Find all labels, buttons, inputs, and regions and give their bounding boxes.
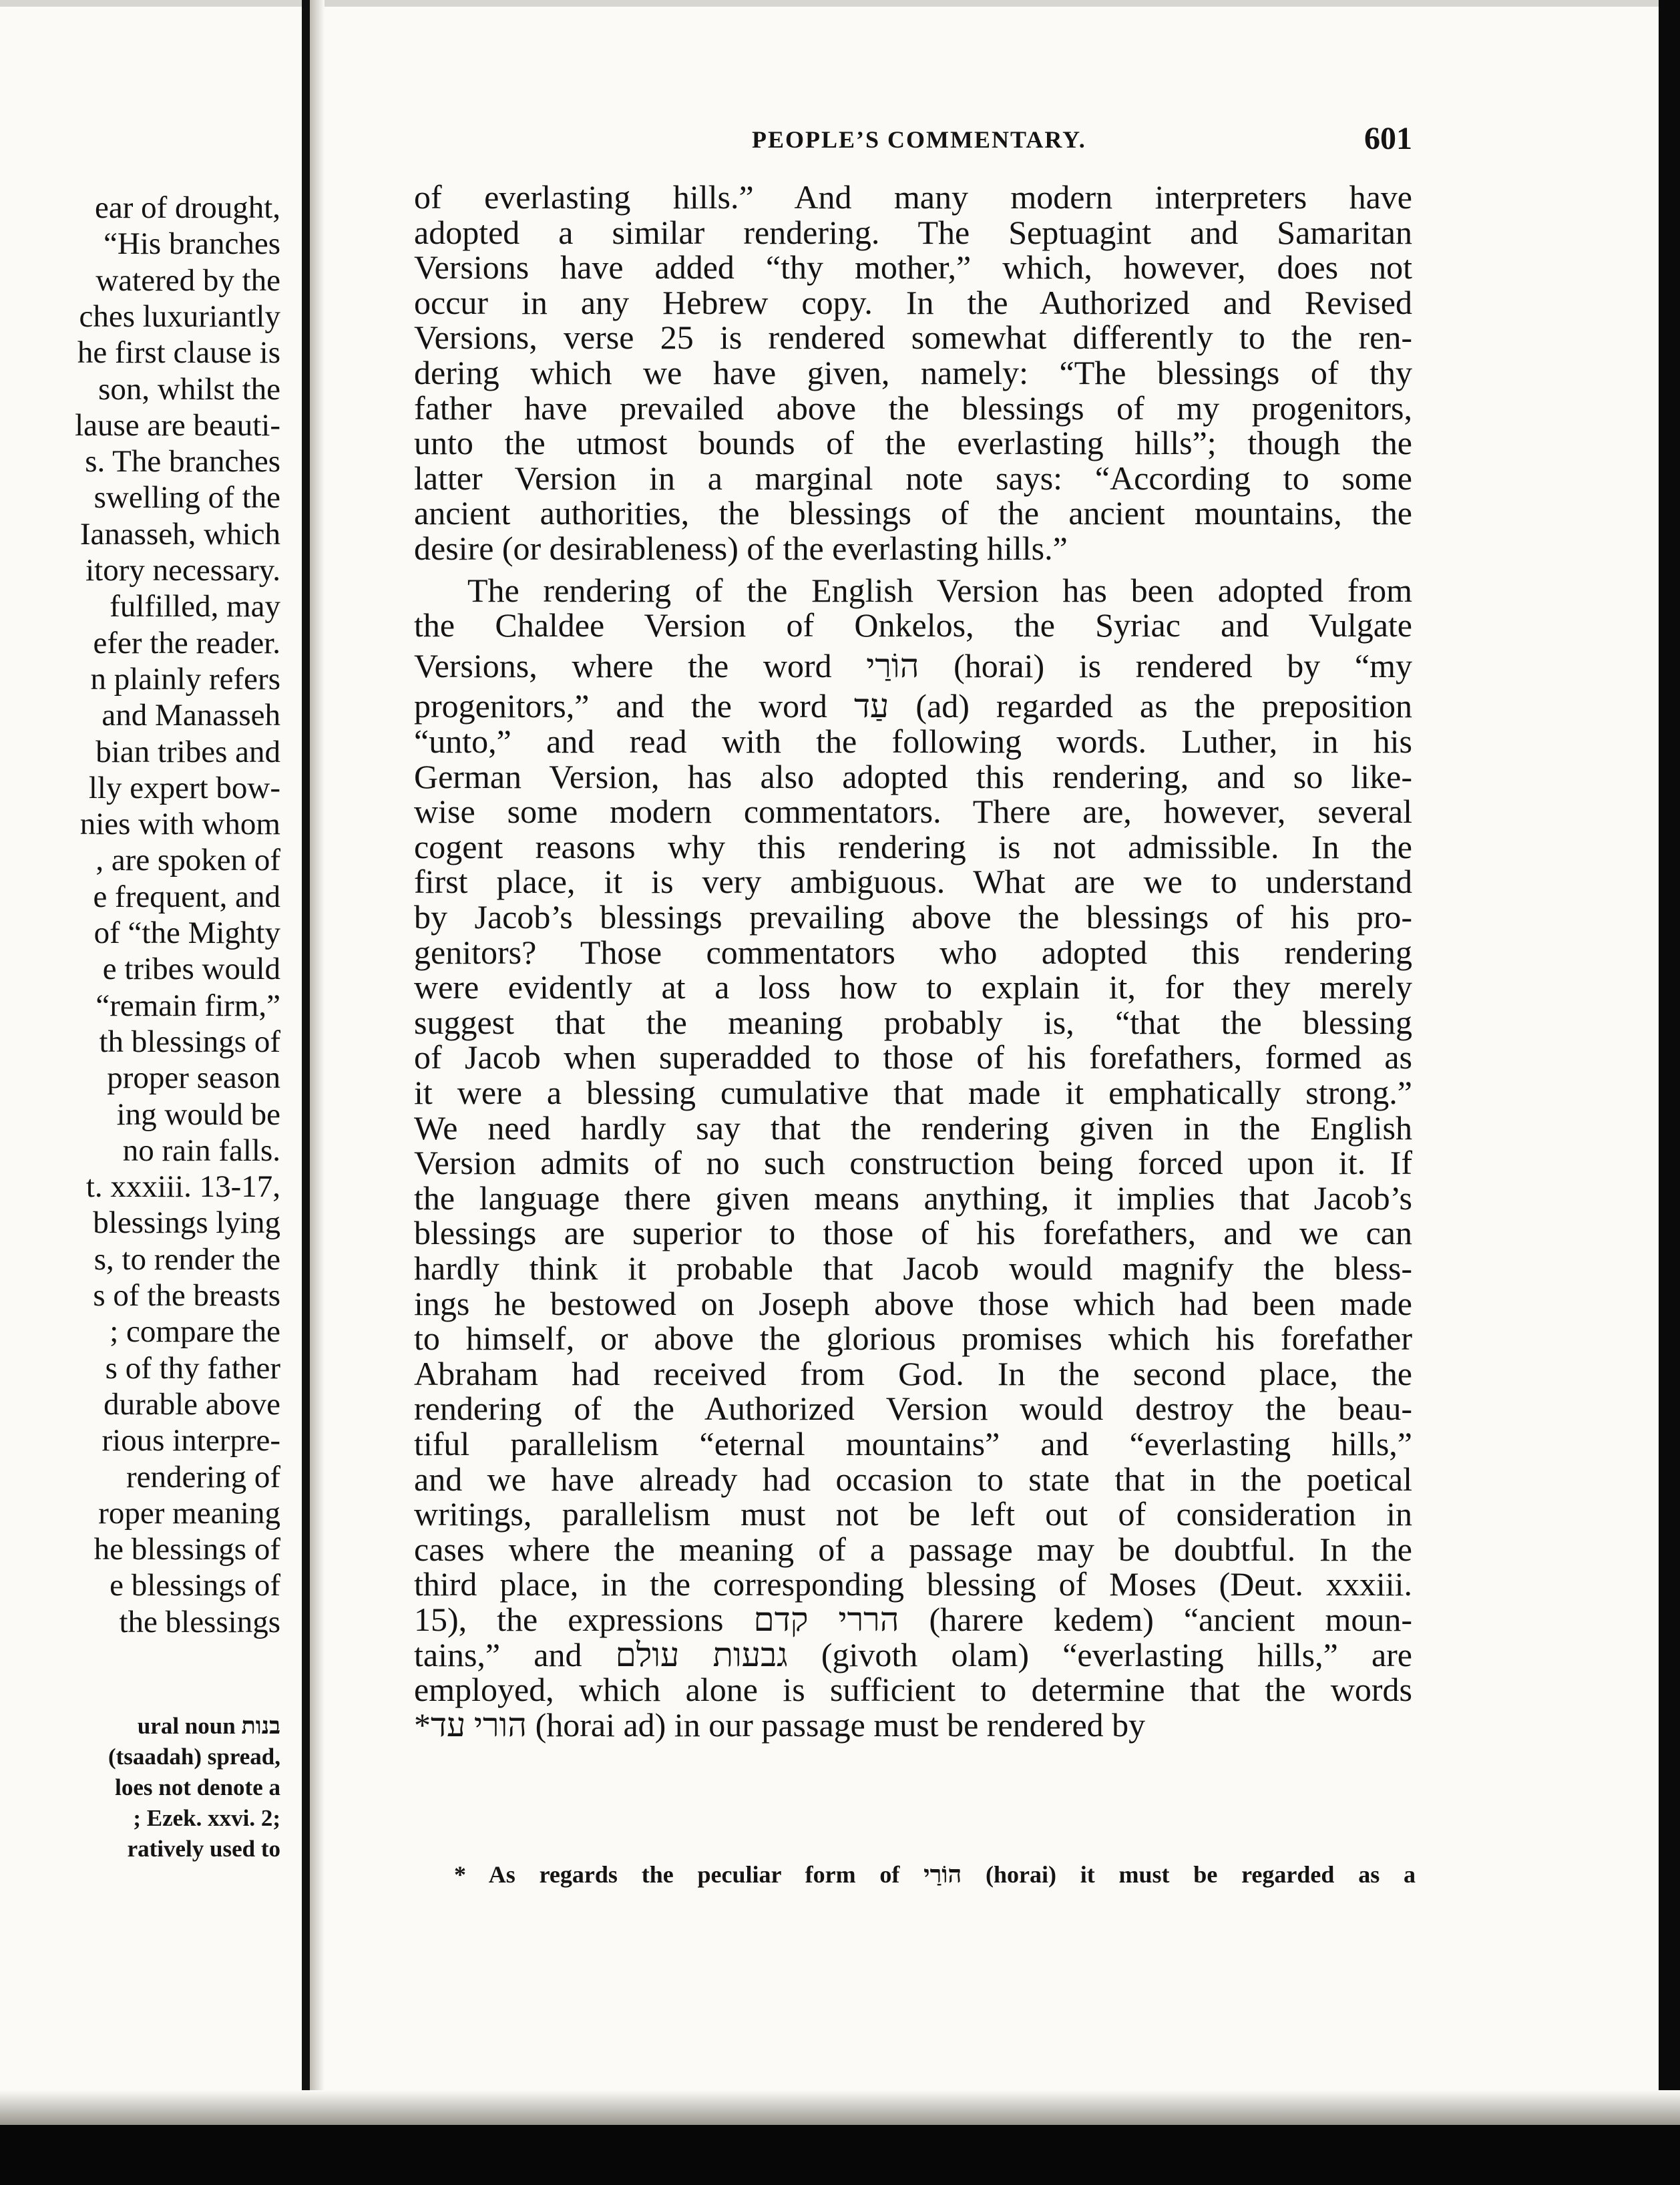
body-line: of Jacob when superadded to those of his forefathers, formed as bbox=[414, 1038, 1412, 1076]
left-column-line: Ianasseh, which bbox=[79, 516, 280, 552]
body-line: rendering of the Authorized Version would destroy the beau- bbox=[414, 1390, 1412, 1428]
body-line: Versions, verse 25 is rendered somewhat differently to the ren- bbox=[414, 319, 1412, 357]
left-column-line: s of the breasts bbox=[93, 1278, 280, 1313]
left-column-line: rious interpre- bbox=[101, 1423, 280, 1458]
left-column-line: durable above bbox=[103, 1386, 280, 1422]
left-column-line: s, to render the bbox=[93, 1241, 280, 1277]
left-column-line: itory necessary. bbox=[85, 553, 280, 588]
body-line: unto the utmost bounds of the everlasting hills”; though the bbox=[414, 424, 1412, 462]
left-footnote-line: ratively used to bbox=[127, 1836, 280, 1862]
left-column-line: “His branches bbox=[103, 226, 280, 262]
body-line: desire (or desirableness) of the everlasting hills.” bbox=[414, 530, 1068, 567]
body-line: adopted a similar rendering. The Septuagint and Samaritan bbox=[414, 213, 1412, 251]
left-column-line: he first clause is bbox=[77, 335, 280, 371]
body-line: 15), the expressions הררי קדם (harere kedem) “ancient moun- bbox=[414, 1601, 1412, 1638]
left-column-line: s. The branches bbox=[85, 444, 280, 479]
body-line: “unto,” and read with the following words. Luther, in his bbox=[414, 723, 1412, 760]
body-line: Abraham had received from God. In the second place, the bbox=[414, 1354, 1412, 1392]
body-line: the Chaldee Version of Onkelos, the Syriac and Vulgate bbox=[414, 606, 1412, 644]
left-column-line: e blessings of bbox=[110, 1568, 280, 1603]
left-column-line: son, whilst the bbox=[98, 371, 280, 407]
left-footnote-line: (tsaadah) spread, bbox=[108, 1744, 280, 1770]
body-line: cases where the meaning of a passage may be doubtful. In the bbox=[414, 1530, 1412, 1568]
body-line: of everlasting hills.” And many modern interpreters have bbox=[414, 178, 1412, 216]
body-line: ings he bestowed on Joseph above those which had been made bbox=[414, 1284, 1412, 1322]
body-line: German Version, has also adopted this rendering, and so like- bbox=[414, 757, 1412, 795]
left-column-line: proper season bbox=[107, 1060, 280, 1096]
left-column-line: ; compare the bbox=[110, 1314, 280, 1350]
body-line: first place, it is very ambiguous. What are we to understand bbox=[414, 863, 1412, 901]
left-column-line: n plainly refers bbox=[90, 661, 280, 697]
body-line: tains,” and גבעות עולם (givoth olam) “everlasting hills,” are bbox=[414, 1635, 1412, 1673]
left-column-line: of “the Mighty bbox=[93, 916, 280, 950]
scan-bottom-band bbox=[0, 2125, 1680, 2185]
left-column-line: bian tribes and bbox=[95, 734, 280, 769]
body-line: progenitors,” and the word עַד (ad) regarded as the preposition bbox=[414, 687, 1412, 725]
left-column-line: rendering of bbox=[126, 1459, 280, 1495]
body-line: to himself, or above the glorious promises which his forefather bbox=[414, 1320, 1412, 1358]
body-line: latter Version in a marginal note says: “According to some bbox=[414, 459, 1412, 497]
body-line: Versions have added “thy mother,” which, however, does not bbox=[414, 248, 1412, 286]
body-line: employed, which alone is sufficient to determine that the words bbox=[414, 1671, 1412, 1709]
left-footnote-line: loes not denote a bbox=[115, 1774, 280, 1800]
left-column-line: fulfilled, may bbox=[110, 589, 280, 624]
left-column-line: lly expert bow- bbox=[88, 770, 280, 805]
book-gutter bbox=[302, 0, 310, 2185]
left-column-line: and Manasseh bbox=[101, 698, 280, 733]
body-line: father have prevailed above the blessings of my progenitors, bbox=[414, 389, 1412, 427]
body-line: hardly think it probable that Jacob would magnify the bless- bbox=[414, 1249, 1412, 1287]
body-line: occur in any Hebrew copy. In the Authorized and Revised bbox=[414, 283, 1412, 321]
left-column-line: the blessings bbox=[119, 1604, 280, 1639]
left-column-line: ear of drought, bbox=[95, 190, 280, 225]
body-line: were evidently at a loss how to explain it, for they merely bbox=[414, 968, 1412, 1006]
body-line: dering which we have given, namely: “The blessings of thy bbox=[414, 354, 1412, 391]
body-line: Versions, where the word הוֹרַי (horai) is rendered by “my bbox=[414, 646, 1412, 684]
left-column-line: roper meaning bbox=[98, 1495, 280, 1531]
left-column-line: swelling of the bbox=[93, 480, 280, 516]
left-column-line: e frequent, and bbox=[93, 879, 280, 914]
body-line: writings, parallelism must not be left out of consideration in bbox=[414, 1495, 1412, 1533]
scan-edge-top bbox=[0, 0, 1680, 7]
left-column-line: e tribes would bbox=[102, 952, 280, 987]
running-head: PEOPLE’S COMMENTARY. bbox=[752, 126, 1086, 153]
left-footnote-line: ural noun בנות bbox=[137, 1713, 280, 1739]
body-line: We need hardly say that the rendering given in the English bbox=[414, 1109, 1412, 1147]
left-column-line: “remain firm,” bbox=[95, 988, 280, 1023]
page-bottom-shade bbox=[0, 2090, 1680, 2125]
page-number: 601 bbox=[1364, 121, 1412, 156]
left-column-line: th blessings of bbox=[99, 1024, 280, 1059]
left-column-line: nies with whom bbox=[79, 807, 280, 842]
gutter-shadow bbox=[310, 0, 325, 2185]
body-line: third place, in the corresponding blessing of Moses (Deut. xxxiii. bbox=[414, 1565, 1412, 1603]
body-line: tiful parallelism “eternal mountains” and “everlasting hills,” bbox=[414, 1425, 1412, 1462]
body-line: by Jacob’s blessings prevailing above the blessings of his pro- bbox=[414, 898, 1412, 936]
body-line: and we have already had occasion to state that in the poetical bbox=[414, 1460, 1412, 1498]
left-column-line: efer the reader. bbox=[93, 625, 280, 660]
body-line: ancient authorities, the blessings of the ancient mountains, the bbox=[414, 494, 1412, 532]
left-column-line: ing would be bbox=[116, 1097, 280, 1132]
body-line: cogent reasons why this rendering is not admissible. In the bbox=[414, 827, 1412, 865]
left-column-line: watered by the bbox=[95, 262, 280, 298]
left-column-line: no rain falls. bbox=[122, 1133, 280, 1168]
body-line: the language there given means anything, it implies that Jacob’s bbox=[414, 1179, 1412, 1217]
left-column-line: s of thy father bbox=[105, 1350, 280, 1386]
body-line: genitors? Those commentators who adopted this rendering bbox=[414, 933, 1412, 971]
left-column-line: , are spoken of bbox=[95, 843, 280, 878]
body-line: Version admits of no such construction being forced upon it. If bbox=[414, 1144, 1412, 1182]
body-line: it were a blessing cumulative that made it emphatically strong.” bbox=[414, 1074, 1412, 1111]
footnote: * As regards the peculiar form of הוֹרַי (horai) it must be regarded as a bbox=[454, 1861, 1416, 1888]
left-column-line: he blessings of bbox=[93, 1532, 280, 1567]
left-footnote-line: ; Ezek. xxvi. 2; bbox=[133, 1805, 280, 1831]
scan-right-border bbox=[1659, 0, 1680, 2185]
body-line: *הורי עד (horai ad) in our passage must be rendered by bbox=[414, 1706, 1146, 1744]
page-header bbox=[401, 120, 1412, 167]
body-line: blessings are superior to those of his forefathers, and we can bbox=[414, 1214, 1412, 1252]
left-page-column bbox=[0, 175, 294, 1862]
left-column-line: blessings lying bbox=[93, 1205, 280, 1241]
left-column-line: ches luxuriantly bbox=[79, 299, 280, 334]
body-line: The rendering of the English Version has been adopted from bbox=[467, 571, 1412, 609]
left-column-line: lause are beauti- bbox=[75, 407, 280, 443]
left-column-line: t. xxxiii. 13-17, bbox=[85, 1169, 280, 1205]
body-line: suggest that the meaning probably is, “that the blessing bbox=[414, 1003, 1412, 1041]
body-line: wise some modern commentators. There are, however, several bbox=[414, 793, 1412, 831]
